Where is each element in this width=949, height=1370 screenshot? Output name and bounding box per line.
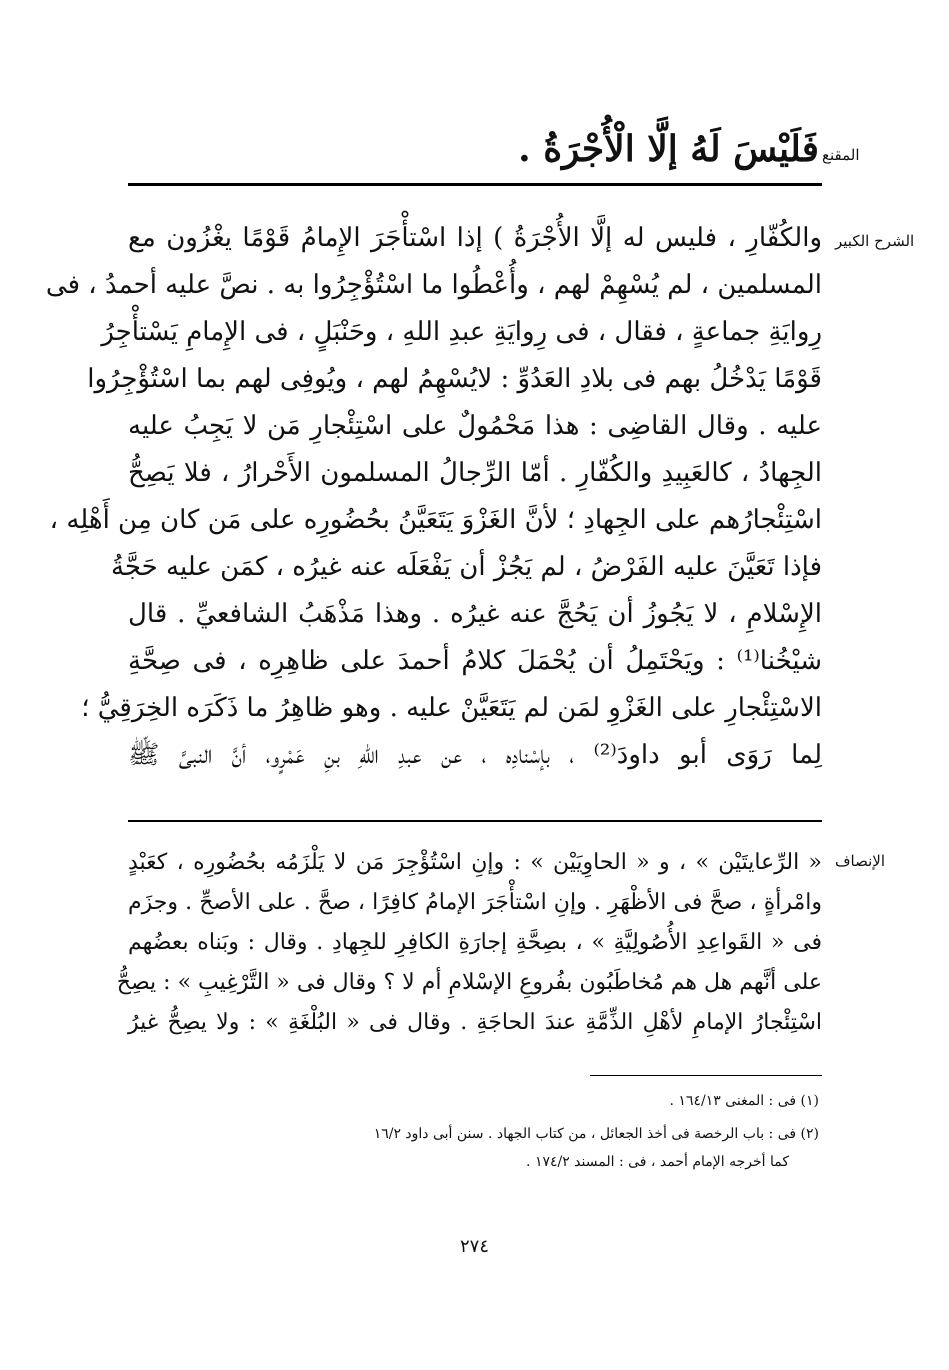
text-line: عليه . وقال القاضِى : هذا مَحْمُولٌ على اسْتِئْجارِ مَن لا يَجِبُ عليه bbox=[128, 411, 822, 441]
insaf-text bbox=[116, 843, 822, 1043]
section-divider-top bbox=[128, 183, 822, 186]
muqni-text: فَلَيْسَ لَهُ إلَّا الْأُجْرَةُ . bbox=[518, 128, 819, 170]
page-number: ٢٧٤ bbox=[459, 1236, 489, 1257]
text-line: « الرِّعايتَيْن » ، و « الحاوِيَيْن » : وإنِ اسْتُؤْجِرَ مَن لا يَلْزَمُه بحُضُورِه ، كعَبْدٍ bbox=[128, 850, 822, 875]
text-line: الاسْتِئْجارِ على الغَزْوِ لمَن لم يَتَعَيَّنْ عليه . وهو ظاهِرُ ما ذَكَرَه الخِرَقِيُّ ؛ bbox=[81, 693, 822, 723]
text-line: المسلمين ، لم يُسْهِمْ لهم ، وأُعْطُوا ما اسْتُؤْجِرُوا به . نصَّ عليه أحمدُ ، فى bbox=[45, 270, 822, 300]
sharh-label: الشرح الكبير bbox=[835, 232, 915, 250]
text-line: الجِهادُ ، كالعَبِيدِ والكُفّارِ . أمّا الرِّجالُ المسلمون الأَحْرارُ ، فلا يَصِحُّ bbox=[128, 458, 823, 488]
text-line: شيْخُنا⁽¹⁾ : ويَحْتَمِلُ أن يُحْمَلَ كلامُ أحمدَ على ظاهِرِه ، فى صِحَّةِ bbox=[128, 646, 822, 676]
footnote-2-continued: كما أخرجه الإمام أحمد ، فى : المسند ١٧٤/٢ . bbox=[526, 1154, 789, 1170]
footnote-2: (٢) فى : باب الرخصة فى أخذ الجعائل ، من كتاب الجهاد . سنن أبى داود ١٦/٢ bbox=[373, 1126, 819, 1142]
text-line: على أنَّهم هل هم مُخاطَبُون بفُروعِ الإسْلامِ أم لا ؟ وقال فى « التَّرْغِيبِ » : يصِحُّ bbox=[116, 970, 822, 995]
text-line: فإذا تَعَيَّنَ عليه الفَرْضُ ، لم يَجُزْ أن يَفْعَلَه عنه غيرُه ، كمَن عليه حَجَّةُ bbox=[110, 552, 822, 582]
text-line: والكُفّارِ ، فليس له إلَّا الأُجْرَةُ ) إذا اسْتأْجَرَ الإِمامُ قَوْمًا يغْزُون مع bbox=[128, 223, 822, 253]
text-line: اسْتِئْجارُ الإمامِ لأهْلِ الذِّمَّةِ عندَ الحاجَةِ . وقال فى « البُلْغَةِ » : ولا يصِحُّ غيرُ bbox=[128, 1010, 822, 1035]
section-divider-middle bbox=[128, 820, 822, 822]
text-line: وامْرأةٍ ، صحَّ فى الأظْهَرِ . وإنِ اسْتأْجَرَ الإمامُ كافِرًا ، صحَّ . على الأصحِّ . وجزَم bbox=[128, 890, 822, 915]
text-line: فى « القَواعِدِ الأُصُولِيَّةِ » ، بصِحَّةِ إجارَةِ الكافِرِ للجِهادِ . وقال : وبَناه بعضُهم bbox=[128, 930, 822, 955]
text-line: قَوْمًا يَدْخُلُ بهم فى بلادِ العَدُوِّ : لايُسْهِمُ لهم ، ويُوفِى لهم بما اسْتُؤْجِرُوا bbox=[87, 364, 822, 394]
insaf-label: الإنصاف bbox=[835, 852, 886, 870]
muqni-label: المقنع bbox=[822, 146, 860, 164]
footnote-divider bbox=[590, 1075, 822, 1076]
text-line: اسْتِئْجارُهم على الجِهادِ ؛ لأنَّ الغَزْوَ يَتَعَيَّنُ بحُضُورِه على مَن كان مِن أَهْلِه ، bbox=[49, 505, 822, 535]
sharh-text bbox=[45, 215, 823, 779]
text-line: لِما رَوَى أبو داودَ⁽²⁾ ، بإسْنادِه ، عن عبدِ اللهِ بنِ عَمْرٍو، أنَّ النبىَّ ﷺ bbox=[128, 740, 822, 770]
text-line: رِوايَةِ جماعةٍ ، فقال ، فى رِوايَةِ عبدِ اللهِ ، وحَنْبَلٍ ، فى الإِمامِ يَسْتأْجِرُ bbox=[101, 317, 822, 347]
footnote-1: (١) فى : المغنى ١٦٤/١٣ . bbox=[669, 1093, 819, 1109]
text-line: الإِسْلامِ ، لا يَجُوزُ أن يَحُجَّ عنه غيرُه . وهذا مَذْهَبُ الشافعيِّ . قال bbox=[128, 599, 822, 629]
